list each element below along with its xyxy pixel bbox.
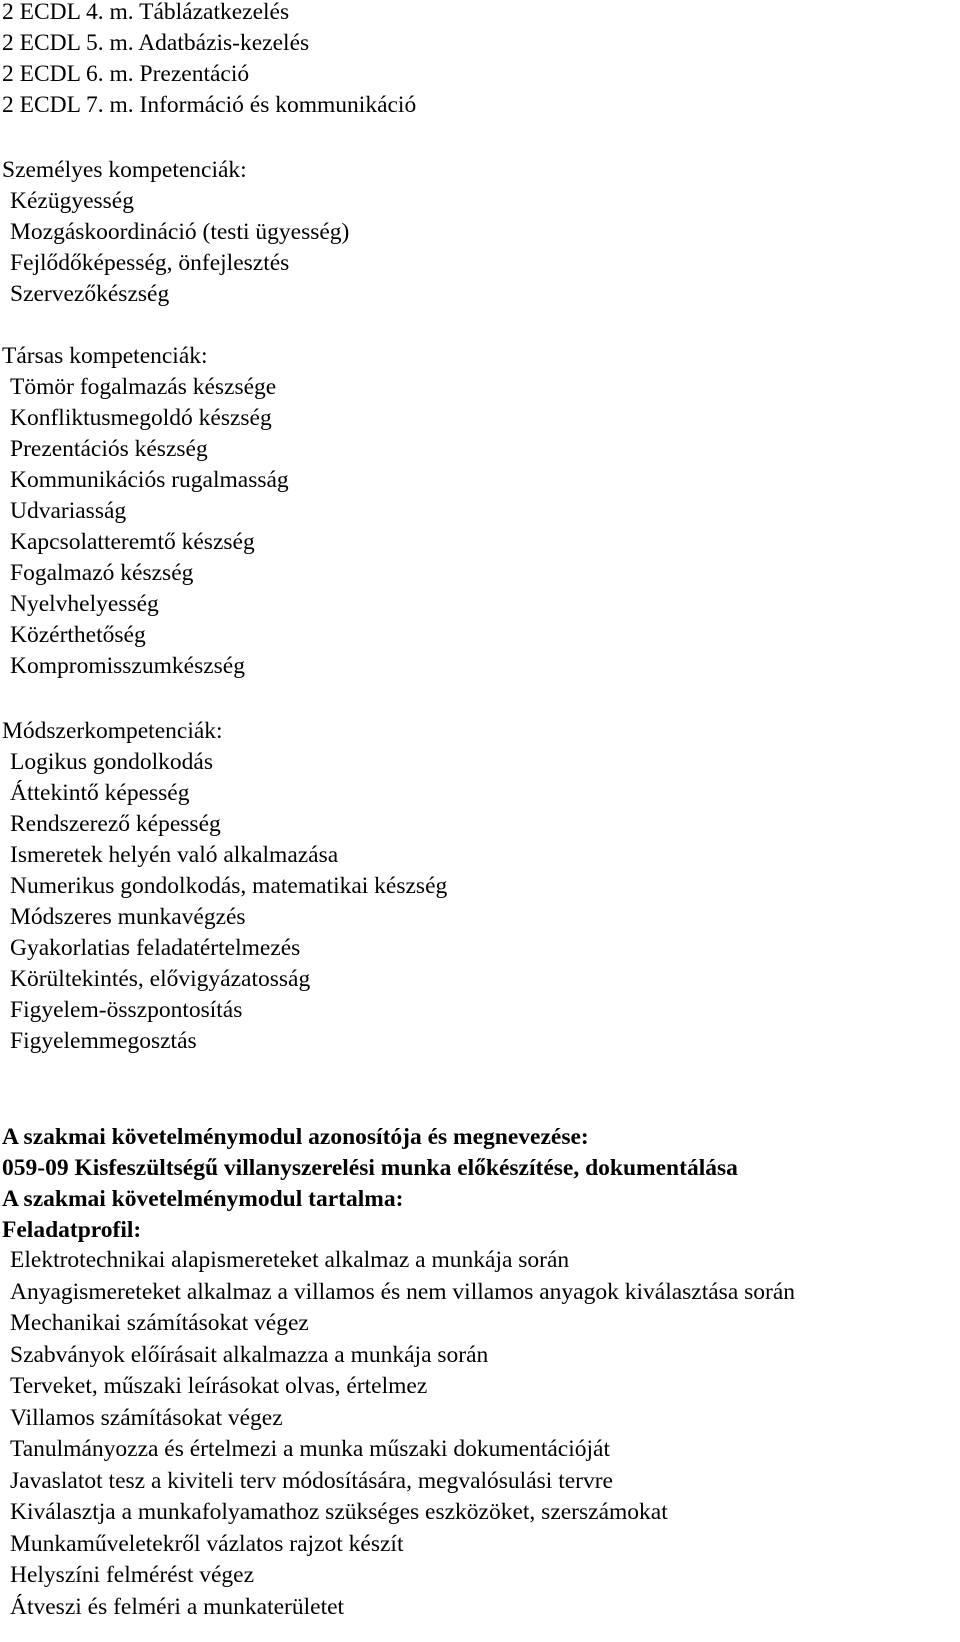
list-item: Logikus gondolkodás bbox=[10, 749, 214, 775]
list-item: Gyakorlatias feladatértelmezés bbox=[10, 935, 301, 961]
list-item: Helyszíni felmérést végez bbox=[10, 1562, 255, 1588]
list-item: Fejlődőképesség, önfejlesztés bbox=[10, 250, 290, 276]
list-item: Kommunikációs rugalmasság bbox=[10, 467, 289, 493]
section-heading: Személyes kompetenciák: bbox=[2, 157, 247, 183]
list-item: Átveszi és felméri a munkaterületet bbox=[10, 1593, 345, 1620]
list-item: Konfliktusmegoldó készség bbox=[10, 405, 272, 431]
module-header bbox=[2, 1122, 738, 1246]
list-item: Kompromisszumkészség bbox=[10, 653, 245, 679]
list-item: Kapcsolatteremtő készség bbox=[10, 529, 255, 555]
list-item: Elektrotechnikai alapismereteket alkalmaz a munkája során bbox=[10, 1247, 570, 1273]
list-item: Terveket, műszaki leírásokat olvas, értelmez bbox=[10, 1373, 428, 1399]
module-id-value: 059-09 Kisfeszültségű villanyszerelési munka előkészítése, dokumentálása bbox=[2, 1155, 738, 1181]
list-item: 2 ECDL 6. m. Prezentáció bbox=[2, 61, 250, 87]
list-item: Szervezőkészség bbox=[10, 281, 170, 307]
ecdl-module-list bbox=[2, 0, 416, 121]
list-item: Szabványok előírásait alkalmazza a munkája során bbox=[10, 1341, 489, 1368]
task-profile-list bbox=[2, 1245, 795, 1623]
list-item: Kiválasztja a munkafolyamathoz szükséges eszközöket, szerszámokat bbox=[10, 1499, 668, 1525]
list-item: Munkaműveletekről vázlatos rajzot készít bbox=[10, 1530, 404, 1557]
list-item: Fogalmazó készség bbox=[10, 560, 194, 586]
list-item: Villamos számításokat végez bbox=[10, 1404, 283, 1431]
module-id-heading: A szakmai követelménymodul azonosítója és megnevezése: bbox=[2, 1124, 589, 1150]
module-content-heading: A szakmai követelménymodul tartalma: bbox=[2, 1186, 404, 1212]
list-item: Figyelemmegosztás bbox=[10, 1028, 197, 1054]
list-item: Mechanikai számításokat végez bbox=[10, 1310, 309, 1336]
list-item: Mozgáskoordináció (testi ügyesség) bbox=[10, 219, 350, 245]
list-item: Áttekintő képesség bbox=[10, 780, 190, 806]
list-item: Prezentációs készség bbox=[10, 436, 208, 462]
list-item: Kézügyesség bbox=[10, 188, 134, 214]
section-heading: Módszerkompetenciák: bbox=[2, 718, 223, 744]
social-competencies bbox=[2, 341, 289, 682]
list-item: Javaslatot tesz a kiviteli terv módosítására, megvalósulási tervre bbox=[10, 1467, 613, 1494]
list-item: Tanulmányozza és értelmezi a munka műszaki dokumentációját bbox=[10, 1436, 610, 1462]
list-item: Rendszerező képesség bbox=[10, 811, 221, 837]
list-item: Numerikus gondolkodás, matematikai készség bbox=[10, 873, 448, 899]
list-item: Módszeres munkavégzés bbox=[10, 904, 246, 930]
list-item: Anyagismereteket alkalmaz a villamos és nem villamos anyagok kiválasztása során bbox=[10, 1278, 796, 1305]
list-item: Nyelvhelyesség bbox=[10, 591, 159, 617]
list-item: Udvariasság bbox=[10, 498, 127, 524]
list-item: Tömör fogalmazás készsége bbox=[10, 374, 277, 400]
personal-competencies bbox=[2, 155, 349, 310]
list-item: 2 ECDL 4. m. Táblázatkezelés bbox=[2, 0, 290, 25]
list-item: 2 ECDL 7. m. Információ és kommunikáció bbox=[2, 92, 417, 118]
list-item: Ismeretek helyén való alkalmazása bbox=[10, 842, 339, 868]
list-item: Közérthetőség bbox=[10, 622, 146, 648]
list-item: Körültekintés, elővigyázatosság bbox=[10, 966, 311, 992]
list-item: 2 ECDL 5. m. Adatbázis-kezelés bbox=[2, 30, 310, 56]
list-item: Figyelem-összpontosítás bbox=[10, 997, 243, 1023]
section-heading: Társas kompetenciák: bbox=[2, 343, 208, 369]
task-profile-heading: Feladatprofil: bbox=[2, 1217, 142, 1243]
method-competencies bbox=[2, 716, 447, 1057]
